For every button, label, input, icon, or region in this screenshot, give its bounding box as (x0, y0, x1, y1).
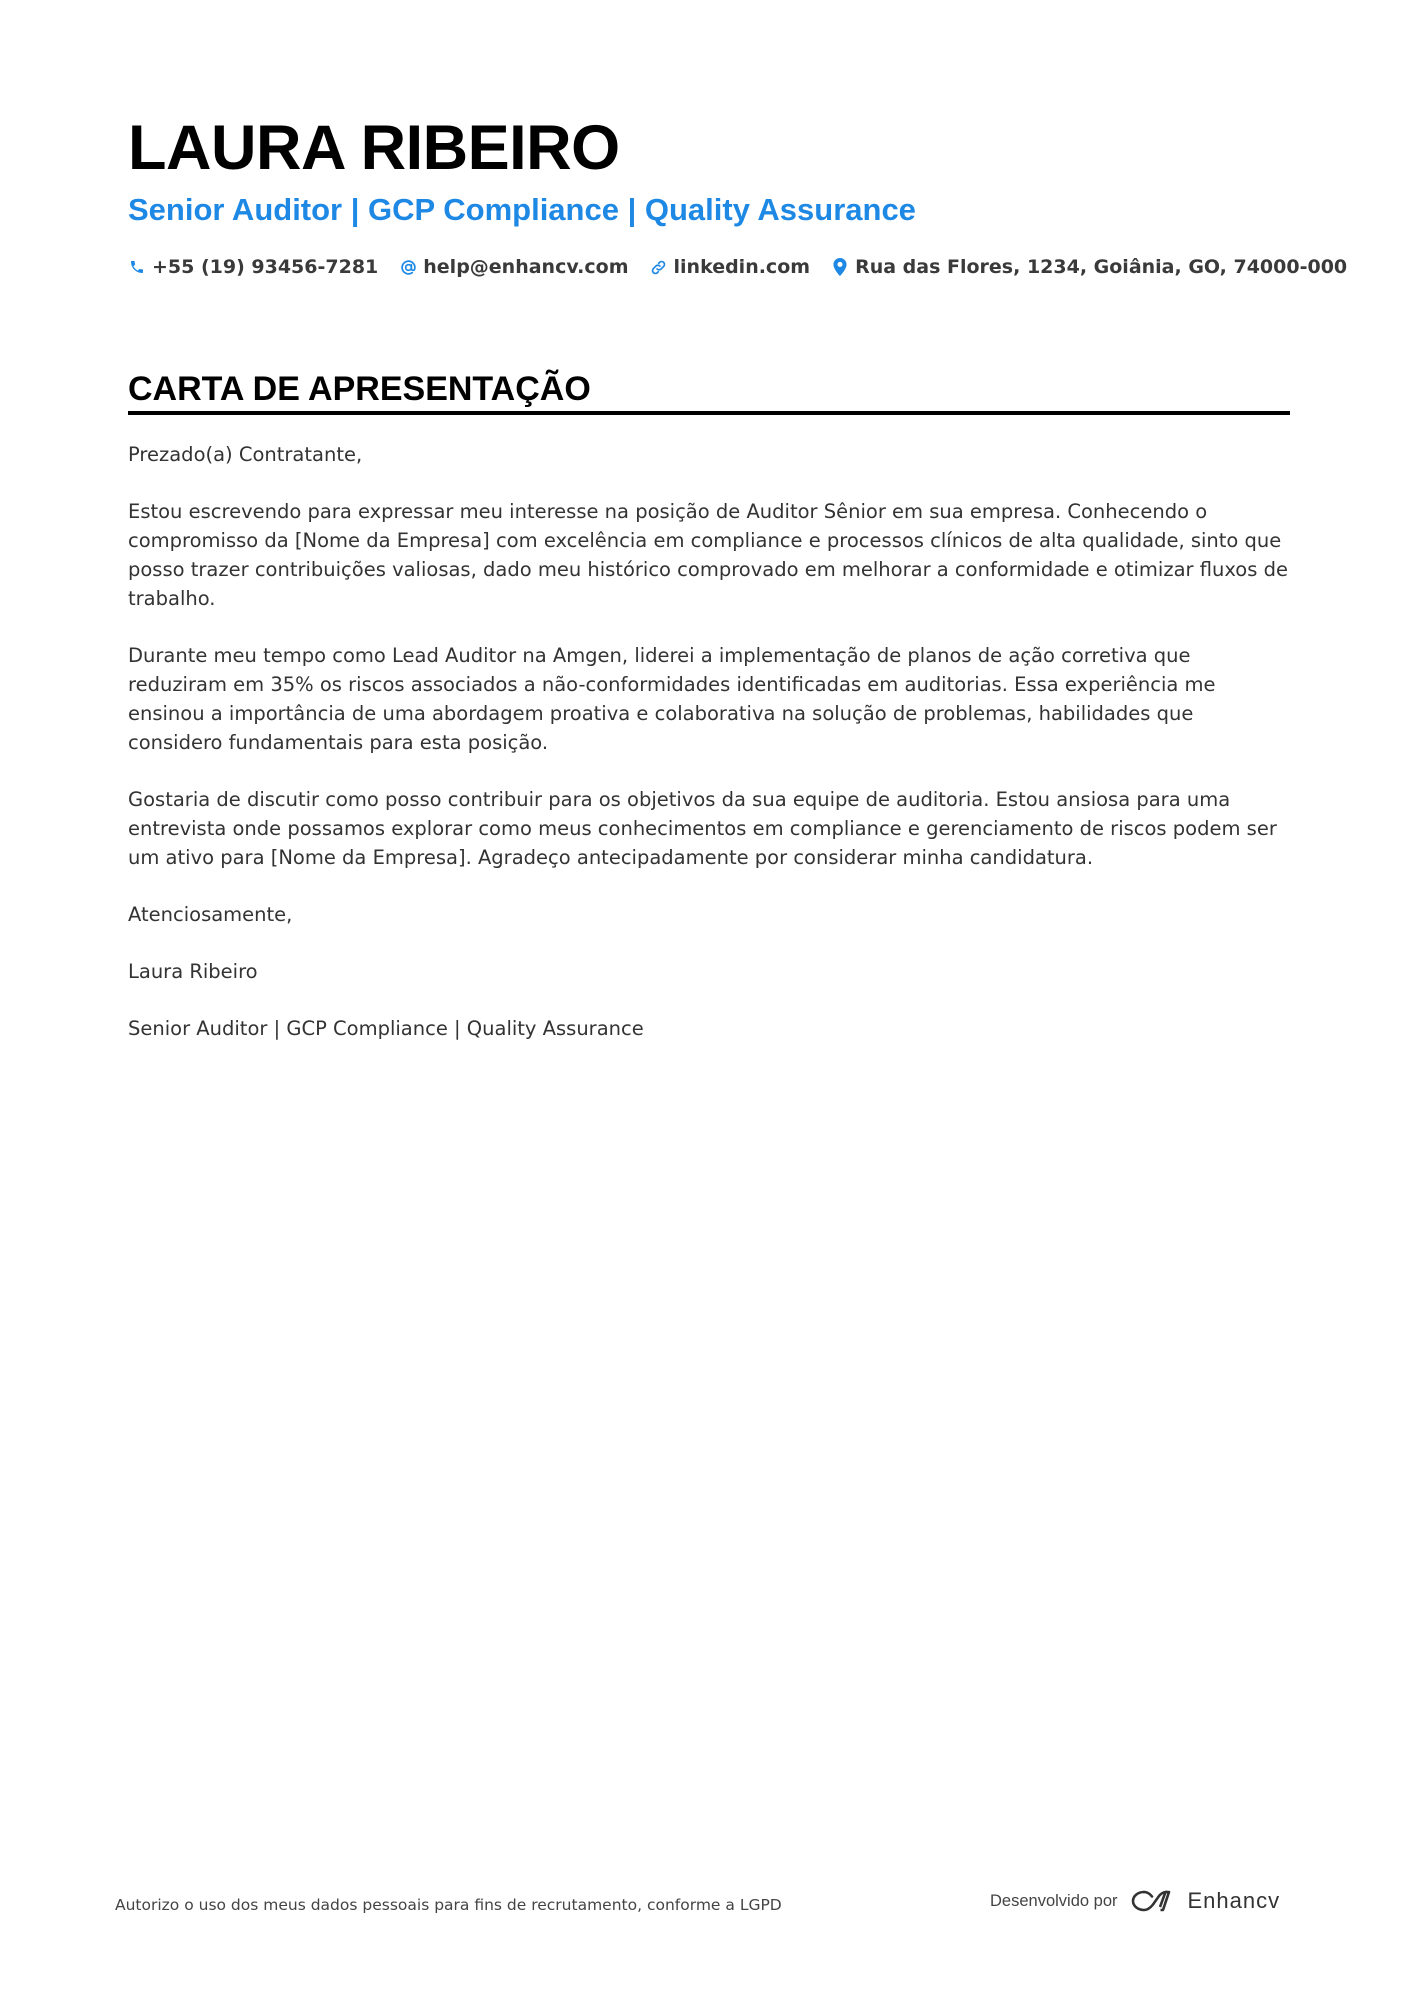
powered-by-label: Desenvolvido por (990, 1891, 1118, 1910)
contact-address (831, 253, 1347, 281)
letter-paragraph-3: Gostaria de discutir como posso contribuir para os objetivos da sua equipe de auditoria. Estou ansiosa para uma entrevista onde possamos explorar como meus conhecimentos em compliance e gerenciamento de riscos podem ser um ativo para [Nome da Empresa]. Agradeço antecipadamente por considerar minha candidatura. (128, 788, 1277, 869)
contact-linkedin[interactable] (650, 253, 811, 281)
link-icon (650, 258, 668, 276)
contact-bar (128, 253, 1368, 281)
candidate-headline: Senior Auditor | GCP Compliance | Quality Assurance (128, 192, 916, 227)
letter-signature-name: Laura Ribeiro (128, 960, 258, 983)
contact-phone (128, 253, 378, 281)
letter-paragraph-2: Durante meu tempo como Lead Auditor na Amgen, liderei a implementação de planos de ação corretiva que reduziram em 35% os riscos associados a não-conformidades identificadas em auditorias. Essa experiência me ensinou a importância de uma abordagem proativa e colaborativa na solução de problemas, habilidades que considero fundamentais para esta posição. (128, 644, 1216, 754)
footer-brand[interactable] (990, 1888, 1280, 1914)
enhancv-logo-icon (1130, 1888, 1176, 1914)
contact-phone-text: +55 (19) 93456-7281 (152, 256, 379, 278)
candidate-name: LAURA RIBEIRO (128, 113, 620, 183)
at-icon (399, 258, 417, 276)
section-title: CARTA DE APRESENTAÇÃO (128, 370, 591, 408)
location-pin-icon (831, 258, 849, 276)
footer-consent: Autorizo o uso dos meus dados pessoais para fins de recrutamento, conforme a LGPD (115, 1896, 782, 1914)
contact-address-text: Rua das Flores, 1234, Goiânia, GO, 74000-000 (855, 256, 1348, 278)
letter-closing: Atenciosamente, (128, 903, 293, 926)
letter-salutation: Prezado(a) Contratante, (128, 443, 363, 466)
contact-linkedin-text[interactable]: linkedin.com (673, 256, 811, 278)
letter-body (128, 440, 1290, 1071)
phone-icon (128, 258, 146, 276)
contact-email[interactable] (399, 253, 628, 281)
letter-signature-title: Senior Auditor | GCP Compliance | Quality Assurance (128, 1017, 644, 1040)
enhancv-brand-name: Enhancv (1187, 1888, 1281, 1913)
section-divider (128, 411, 1290, 415)
letter-paragraph-1: Estou escrevendo para expressar meu interesse na posição de Auditor Sênior em sua empresa. Conhecendo o compromisso da [Nome da Empresa] com excelência em compliance e processos clínicos de alta qualidade, sinto que posso trazer contribuições valiosas, dado meu histórico comprovado em melhorar a conformidade e otimizar fluxos de trabalho. (128, 500, 1288, 610)
contact-email-text[interactable]: help@enhancv.com (423, 256, 629, 278)
